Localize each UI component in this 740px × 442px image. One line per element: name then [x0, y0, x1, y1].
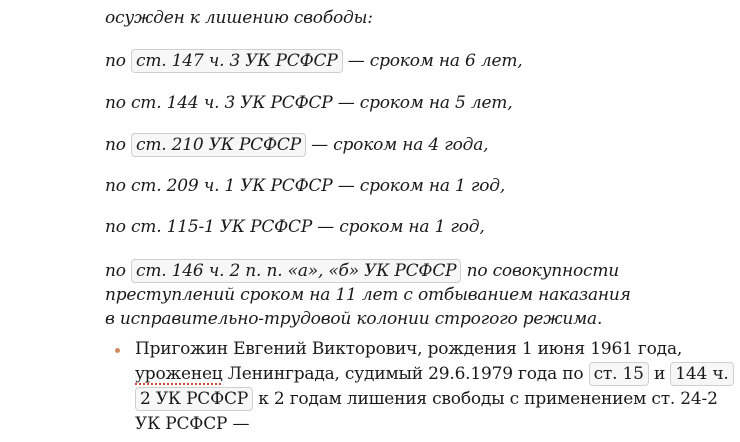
law-link-144-cont[interactable]: 2 УК РСФСР — [135, 387, 253, 411]
spellcheck-word[interactable]: уроженец — [135, 364, 223, 384]
line-prefix: по — [105, 135, 131, 155]
person-line-2 — [135, 362, 729, 387]
person-line-3 — [135, 387, 718, 412]
final-line-2: преступлений сроком на 11 лет с отбыванием наказания — [105, 285, 631, 305]
law-link-144[interactable]: 144 ч. — [670, 362, 733, 386]
law-link-146[interactable]: ст. 146 ч. 2 п. п. «а», «б» УК РСФСР — [131, 259, 461, 283]
line-suffix: — сроком на 6 лет, — [342, 51, 523, 71]
line-text: по ст. 209 ч. 1 УК РСФСР — сроком на 1 год, — [105, 176, 506, 196]
sentence-final — [105, 259, 631, 331]
law-link-st15[interactable]: ст. 15 — [589, 362, 649, 386]
law-link-210[interactable]: ст. 210 УК РСФСР — [131, 133, 306, 157]
verdict-intro — [105, 6, 373, 30]
sentence-line-3 — [105, 133, 488, 157]
law-link-147[interactable]: ст. 147 ч. 3 УК РСФСР — [131, 49, 343, 73]
final-line-1 — [105, 259, 631, 283]
line-prefix: по — [105, 51, 131, 71]
intro-text: осужден к лишению свободы: — [105, 8, 373, 28]
sentence-line-5 — [105, 215, 485, 239]
sentence-line-4 — [105, 174, 505, 198]
person-description — [135, 337, 729, 437]
sentence-line-1 — [105, 49, 522, 73]
bullet-icon — [115, 348, 120, 353]
line-text: Ленинграда, судимый 29.6.1979 года по — [222, 364, 589, 384]
person-line-4: УК РСФСР — — [135, 414, 250, 434]
line-text: к 2 годам лишения свободы с применением ст. 24-2 — [253, 389, 718, 409]
person-line-1: Пригожин Евгений Викторович, рождения 1 июня 1961 года, — [135, 339, 683, 359]
conjunction: и — [648, 364, 671, 384]
line-text: по ст. 144 ч. 3 УК РСФСР — сроком на 5 лет, — [105, 93, 513, 113]
line-suffix: — сроком на 4 года, — [305, 135, 489, 155]
final-line-3: в исправительно-трудовой колонии строгого режима. — [105, 309, 603, 329]
line-prefix: по — [105, 261, 131, 281]
sentence-line-2 — [105, 91, 512, 115]
line-suffix: по совокупности — [461, 261, 620, 281]
line-text: по ст. 115-1 УК РСФСР — сроком на 1 год, — [105, 217, 485, 237]
